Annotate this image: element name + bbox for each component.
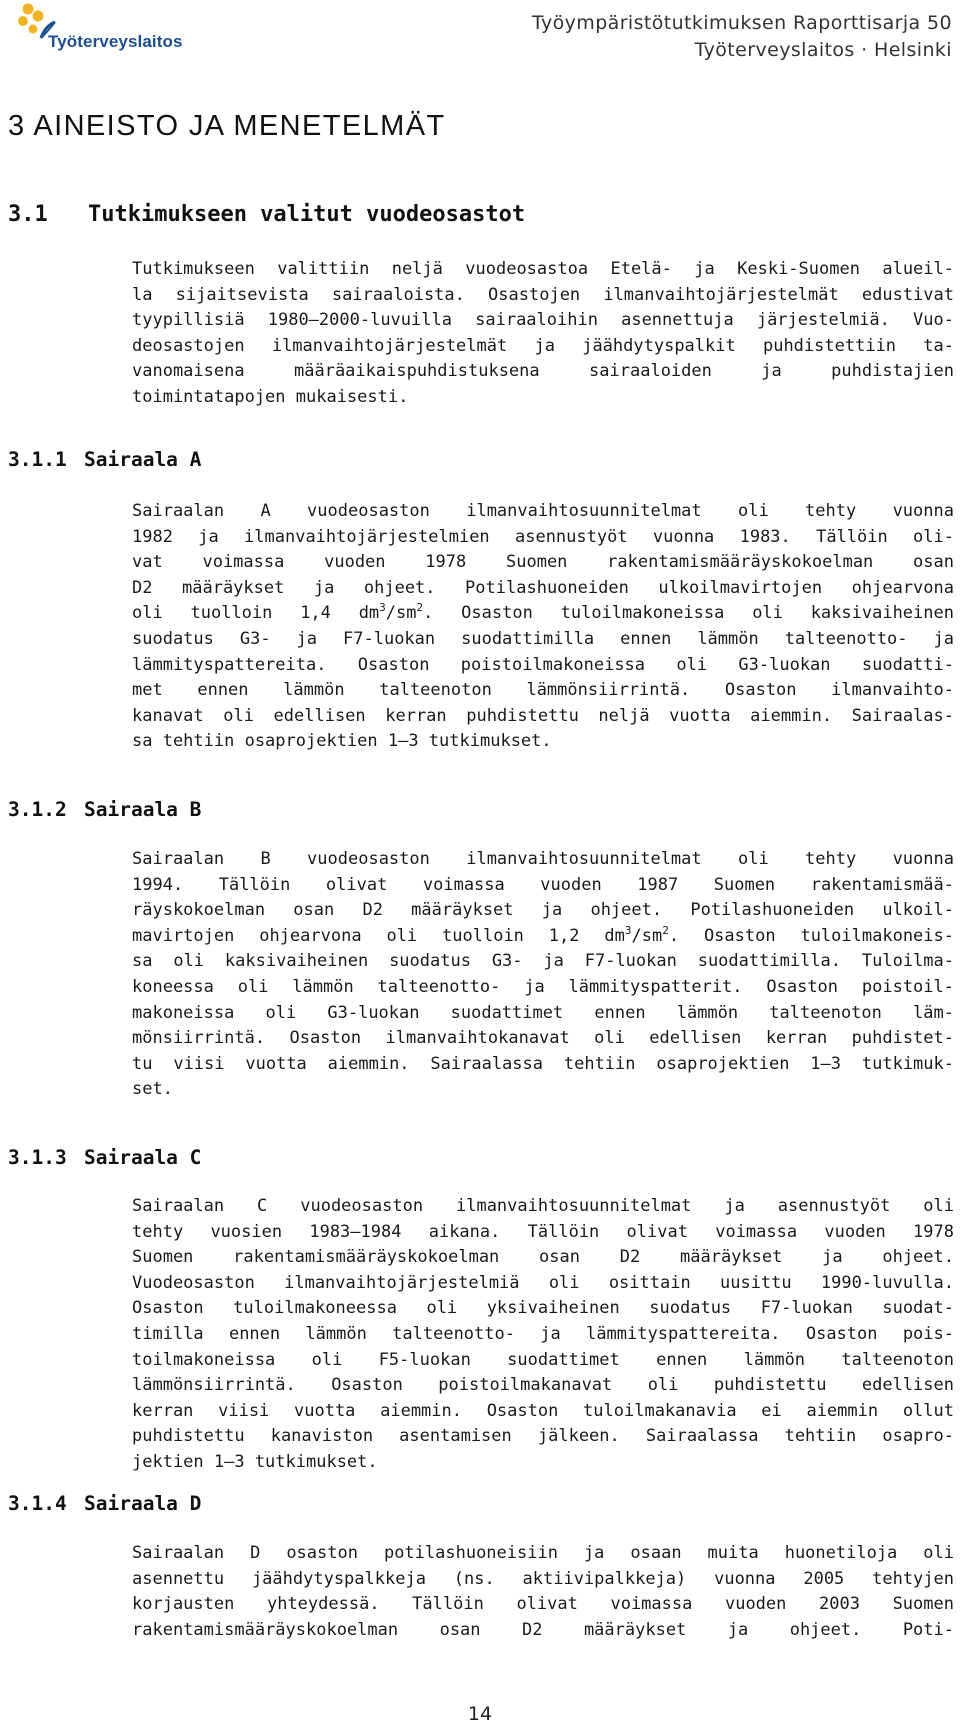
paragraph-line: lämmityspattereita. Osaston poistoilmakoneissa oli G3-luokan suodatti- — [132, 654, 954, 675]
text-fragment: . Osaston tuloilmakoneis- — [668, 925, 954, 946]
paragraph-line: timilla ennen lämmön talteenotto- ja lämmityspattereita. Osaston pois- — [132, 1323, 954, 1344]
paragraph-line: kerran viisi vuotta aiemmin. Osaston tuloilmakanavia ei aiemmin ollut — [132, 1400, 954, 1421]
subsection-heading-sairaala-d — [8, 1492, 201, 1515]
paragraph-line: kanavat oli edellisen kerran puhdistettu neljä vuotta aiemmin. Sairaalas- — [132, 705, 954, 726]
paragraph-line: Sairaalan D osaston potilashuoneisiin ja osaan muita huonetiloja oli — [132, 1543, 954, 1563]
subsection-title: Sairaala C — [84, 1146, 202, 1169]
paragraph-line: toilmakoneissa oli F5-luokan suodattimet ennen lämmön talteenoton — [132, 1349, 954, 1370]
paragraph-line — [132, 601, 954, 627]
subsection-heading-sairaala-b — [8, 798, 201, 821]
paragraph-line: D2 määräykset ja ohjeet. Potilashuoneiden ulkoilmavirtojen ohjearvona — [132, 577, 954, 598]
paragraph-line: koneessa oli lämmön talteenotto- ja lämmityspatterit. Osaston poistoil- — [132, 976, 954, 997]
paragraph-line: tu viisi vuotta aiemmin. Sairaalassa tehtiin osaprojektien 1–3 tutkimuk- — [132, 1053, 954, 1074]
superscript: 2 — [662, 923, 669, 937]
section-number: 3.1 — [8, 202, 48, 227]
subsection-number: 3.1.3 — [8, 1146, 67, 1169]
page-number: 14 — [467, 1703, 493, 1725]
paragraph-line: tyypillisiä 1980–2000-luvuilla sairaaloihin asennettuja järjestelmiä. Vuo- — [132, 310, 954, 331]
superscript: 3 — [624, 923, 632, 937]
logo-text: Työterveyslaitos — [48, 32, 183, 51]
subsection-heading-sairaala-c — [8, 1146, 201, 1169]
superscript: 3 — [379, 601, 386, 615]
paragraph-line: Sairaalan C vuodeosaston ilmanvaihtosuunnitelmat ja asennustyöt oli — [132, 1196, 954, 1216]
paragraph-line: tehty vuosien 1983–1984 aikana. Tällöin olivat voimassa vuoden 1978 — [132, 1221, 954, 1242]
subsection-number: 3.1.4 — [8, 1492, 67, 1515]
paragraph-line: rakentamismääräyskokoelman osan D2 määräykset ja ohjeet. Poti- — [132, 1619, 954, 1640]
paragraph-line: suodatus G3- ja F7-luokan suodattimilla ennen lämmön talteenotto- ja — [132, 628, 954, 649]
subsection-paragraph-sairaala-c — [132, 1194, 954, 1476]
paragraph-line: sa tehtiin osaprojektien 1–3 tutkimukset. — [132, 731, 552, 752]
subsection-title: Sairaala B — [84, 798, 202, 821]
paragraph-line: korjausten yhteydessä. Tällöin olivat voimassa vuoden 2003 Suomen — [132, 1594, 954, 1615]
subsection-title: Sairaala A — [84, 448, 202, 471]
paragraph-line: mönsiirrintä. Osaston ilmanvaihtokanavat oli edellisen kerran puhdistet- — [132, 1028, 954, 1049]
paragraph-line: met ennen lämmön talteenoton lämmönsiirrintä. Osaston ilmanvaihto- — [132, 680, 954, 701]
chapter-title: 3 AINEISTO JA MENETELMÄT — [8, 110, 446, 142]
report-series-header — [532, 10, 952, 64]
section-heading — [8, 202, 525, 227]
section-title: Tutkimukseen valitut vuodeosastot — [88, 202, 526, 227]
paragraph-line: 1994. Tällöin olivat voimassa vuoden 1987 Suomen rakentamismää- — [132, 874, 954, 895]
text-fragment: /sm — [385, 603, 417, 624]
text-fragment: . Osaston tuloilmakoneissa oli kaksivaiheinen — [423, 603, 954, 624]
paragraph-line — [132, 924, 954, 950]
paragraph-line: sa oli kaksivaiheinen suodatus G3- ja F7-luokan suodattimilla. Tuloilma- — [132, 951, 954, 972]
paragraph-line: asennettu jäähdytyspalkkeja (ns. aktiivipalkkeja) vuonna 2005 tehtyjen — [132, 1568, 954, 1589]
series-title: Työympäristötutkimuksen Raporttisarja 50 — [531, 12, 952, 34]
text-fragment: oli tuolloin 1,4 dm — [132, 603, 380, 624]
paragraph-line: 1982 ja ilmanvaihtojärjestelmien asennustyöt vuonna 1983. Tällöin oli- — [132, 526, 954, 547]
publisher-location: Työterveyslaitos · Helsinki — [694, 39, 952, 61]
subsection-paragraph-sairaala-d — [132, 1541, 954, 1643]
superscript: 2 — [416, 601, 424, 615]
paragraph-line: räyskokoelman osan D2 määräykset ja ohjeet. Potilashuoneiden ulkoil- — [132, 900, 954, 921]
subsection-paragraph-sairaala-b — [132, 847, 954, 1103]
paragraph-line: vanomaisena määräaikaispuhdistuksena sairaaloiden ja puhdistajien — [132, 361, 954, 382]
paragraph-line: Suomen rakentamismääräyskokoelman osan D2 määräykset ja ohjeet. — [132, 1247, 954, 1268]
paragraph-line: deosastojen ilmanvaihtojärjestelmät ja jäähdytyspalkit puhdistettiin ta- — [132, 335, 954, 356]
subsection-paragraph-sairaala-a — [132, 499, 954, 755]
subsection-heading-sairaala-a — [8, 448, 201, 471]
paragraph-line: makoneissa oli G3-luokan suodattimet ennen lämmön talteenoton läm- — [132, 1002, 954, 1023]
paragraph-line: toimintatapojen mukaisesti. — [132, 386, 409, 407]
paragraph-line: set. — [132, 1079, 173, 1100]
paragraph-line: Vuodeosaston ilmanvaihtojärjestelmiä oli osittain uusittu 1990-luvulla. — [132, 1272, 954, 1293]
section-paragraph — [132, 257, 954, 411]
paragraph-line: jektien 1–3 tutkimukset. — [132, 1451, 378, 1472]
paragraph-line: lämmönsiirrintä. Osaston poistoilmakanavat oli puhdistettu edellisen — [132, 1375, 954, 1396]
logo — [14, 2, 184, 60]
paragraph-line: Sairaalan B vuodeosaston ilmanvaihtosuunnitelmat oli tehty vuonna — [132, 849, 954, 869]
paragraph-line: vat voimassa vuoden 1978 Suomen rakentamismääräyskokoelman osan — [132, 552, 954, 573]
subsection-title: Sairaala D — [84, 1492, 202, 1515]
paragraph-line: Sairaalan A vuodeosaston ilmanvaihtosuunnitelmat oli tehty vuonna — [132, 501, 954, 521]
subsection-number: 3.1.1 — [8, 448, 67, 471]
subsection-number: 3.1.2 — [8, 798, 67, 821]
text-fragment: mavirtojen ohjearvona oli tuolloin 1,2 dm — [132, 925, 625, 946]
paragraph-line: la sijaitsevista sairaaloista. Osastojen ilmanvaihtojärjestelmät edustivat — [132, 284, 954, 305]
paragraph-line: Osaston tuloilmakoneessa oli yksivaiheinen suodatus F7-luokan suodat- — [132, 1298, 954, 1319]
paragraph-line: puhdistettu kanaviston asentamisen jälkeen. Sairaalassa tehtiin osapro- — [132, 1426, 954, 1447]
paragraph-line: Tutkimukseen valittiin neljä vuodeosastoa Etelä- ja Keski-Suomen alueil- — [132, 259, 954, 279]
text-fragment: /sm — [631, 925, 663, 946]
